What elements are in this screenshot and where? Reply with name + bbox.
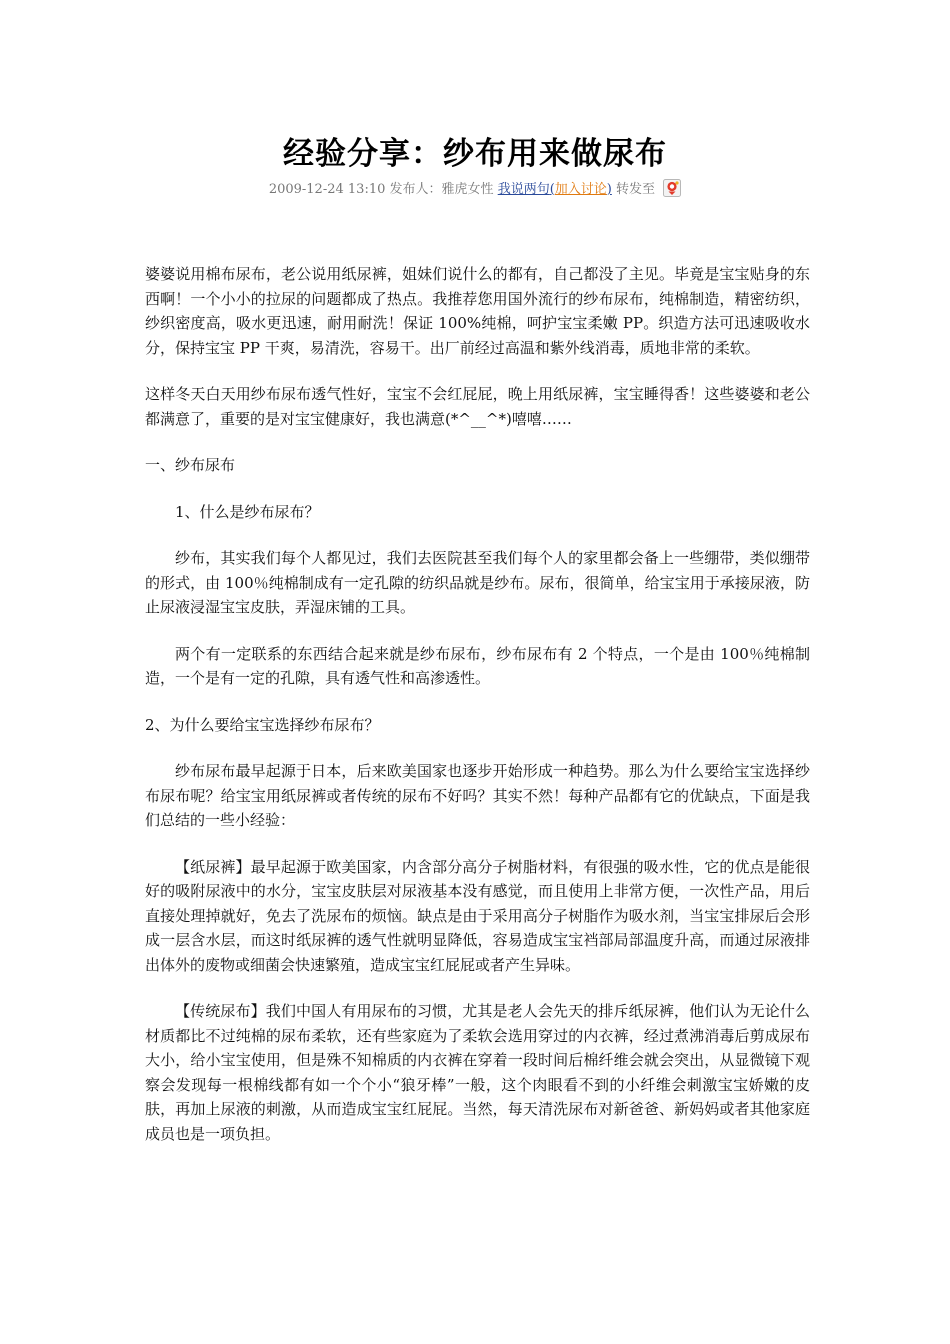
article-body <box>145 262 810 1168</box>
subsection-heading: 1、什么是纱布尿布？ <box>175 502 320 521</box>
paragraph: 【纸尿裤】最早起源于欧美国家，内含部分高分子树脂材料，有很强的吸水性，它的优点是能很好的吸附尿液中的水分，宝宝皮肤层对尿液基本没有感觉，而且使用上非常方便，一次性产品，用后直接处理掉就好，免去了洗尿布的烦恼。缺点是由于采用高分子树脂作为吸水剂，当宝宝排尿后会形成一层含水层，而这时纸尿裤的透气性就明显降低，容易造成宝宝裆部局部温度升高，而通过尿液排出体外的废物或细菌会快速繁殖，造成宝宝红屁屁或者产生异味。 <box>145 857 810 974</box>
paragraph: 纱布尿布最早起源于日本，后来欧美国家也逐步开始形成一种趋势。那么为什么要给宝宝选择纱布尿布呢？给宝宝用纸尿裤或者传统的尿布不好吗？其实不然！每种产品都有它的优缺点，下面是我们总结的一些小经验： <box>145 762 810 829</box>
article-meta <box>0 178 950 197</box>
section-heading: 一、纱布尿布 <box>145 456 236 474</box>
comment-link-label: 我说两句 <box>497 182 550 197</box>
discuss-open-paren: ( <box>549 182 555 197</box>
paragraph: 【传统尿布】我们中国人有用尿布的习惯，尤其是老人会先天的排斥纸尿裤，他们认为无论什么材质都比不过纯棉的尿布柔软，还有些家庭为了柔软会选用穿过的内衣裤，经过煮沸消毒后剪成尿布大小，给小宝宝使用，但是殊不知棉质的内衣裤在穿着一段时间后棉纤维会就会突出，从显微镜下观察会发现每一根棉线都有如一个个小“狼牙棒”一般，这个肉眼看不到的小纤维会刺激宝宝娇嫩的皮肤，再加上尿液的刺激，从而造成宝宝红屁屁。当然，每天清洗尿布对新爸爸、新妈妈或者其他家庭成员也是一项负担。 <box>145 1002 810 1143</box>
discuss-close-paren: ) <box>606 182 612 197</box>
paragraph: 纱布，其实我们每个人都见过，我们去医院甚至我们每个人的家里都会备上一些绷带，类似绷带的形式，由 100％纯棉制成有一定孔隙的纺织品就是纱布。尿布，很简单，给宝宝用于承接尿液，防止尿液浸湿宝宝皮肤，弄湿床铺的工具。 <box>145 549 810 616</box>
join-discussion-link[interactable]: 加入讨论 <box>554 182 607 197</box>
paragraph: 婆婆说用棉布尿布，老公说用纸尿裤，姐妹们说什么的都有，自己都没了主见。毕竟是宝宝贴身的东西啊！一个小小的拉尿的问题都成了热点。我推荐您用国外流行的纱布尿布，纯棉制造，精密纺织，纱织密度高，吸水更迅速，耐用耐洗！保证 100%纯棉，呵护宝宝柔嫩 PP。织造方法可迅速吸收水分，保持宝宝 PP 干爽，易清洗，容易干。出厂前经过高温和紫外线消毒，质地非常的柔软。 <box>145 265 810 357</box>
publish-datetime: 2009-12-24 13:10 <box>268 182 386 197</box>
article-title: 经验分享：纱布用来做尿布 <box>283 136 667 172</box>
subsection-heading: 2、为什么要给宝宝选择纱布尿布？ <box>145 715 380 734</box>
comment-link[interactable] <box>498 182 612 197</box>
share-icon[interactable] <box>663 179 681 197</box>
publisher-label: 发布人： <box>389 182 442 197</box>
paragraph: 这样冬天白天用纱布尿布透气性好，宝宝不会红屁屁，晚上用纸尿裤，宝宝睡得香！这些婆婆和老公都满意了，重要的是对宝宝健康好，我也满意(*^__^*)嘻嘻…… <box>145 385 810 428</box>
publisher-name: 雅虎女性 <box>441 182 494 197</box>
paragraph: 两个有一定联系的东西结合起来就是纱布尿布，纱布尿布有 2 个特点，一个是由 100％纯棉制造，一个是有一定的孔隙，具有透气性和高渗透性。 <box>145 644 810 687</box>
share-label: 转发至 <box>616 182 656 197</box>
